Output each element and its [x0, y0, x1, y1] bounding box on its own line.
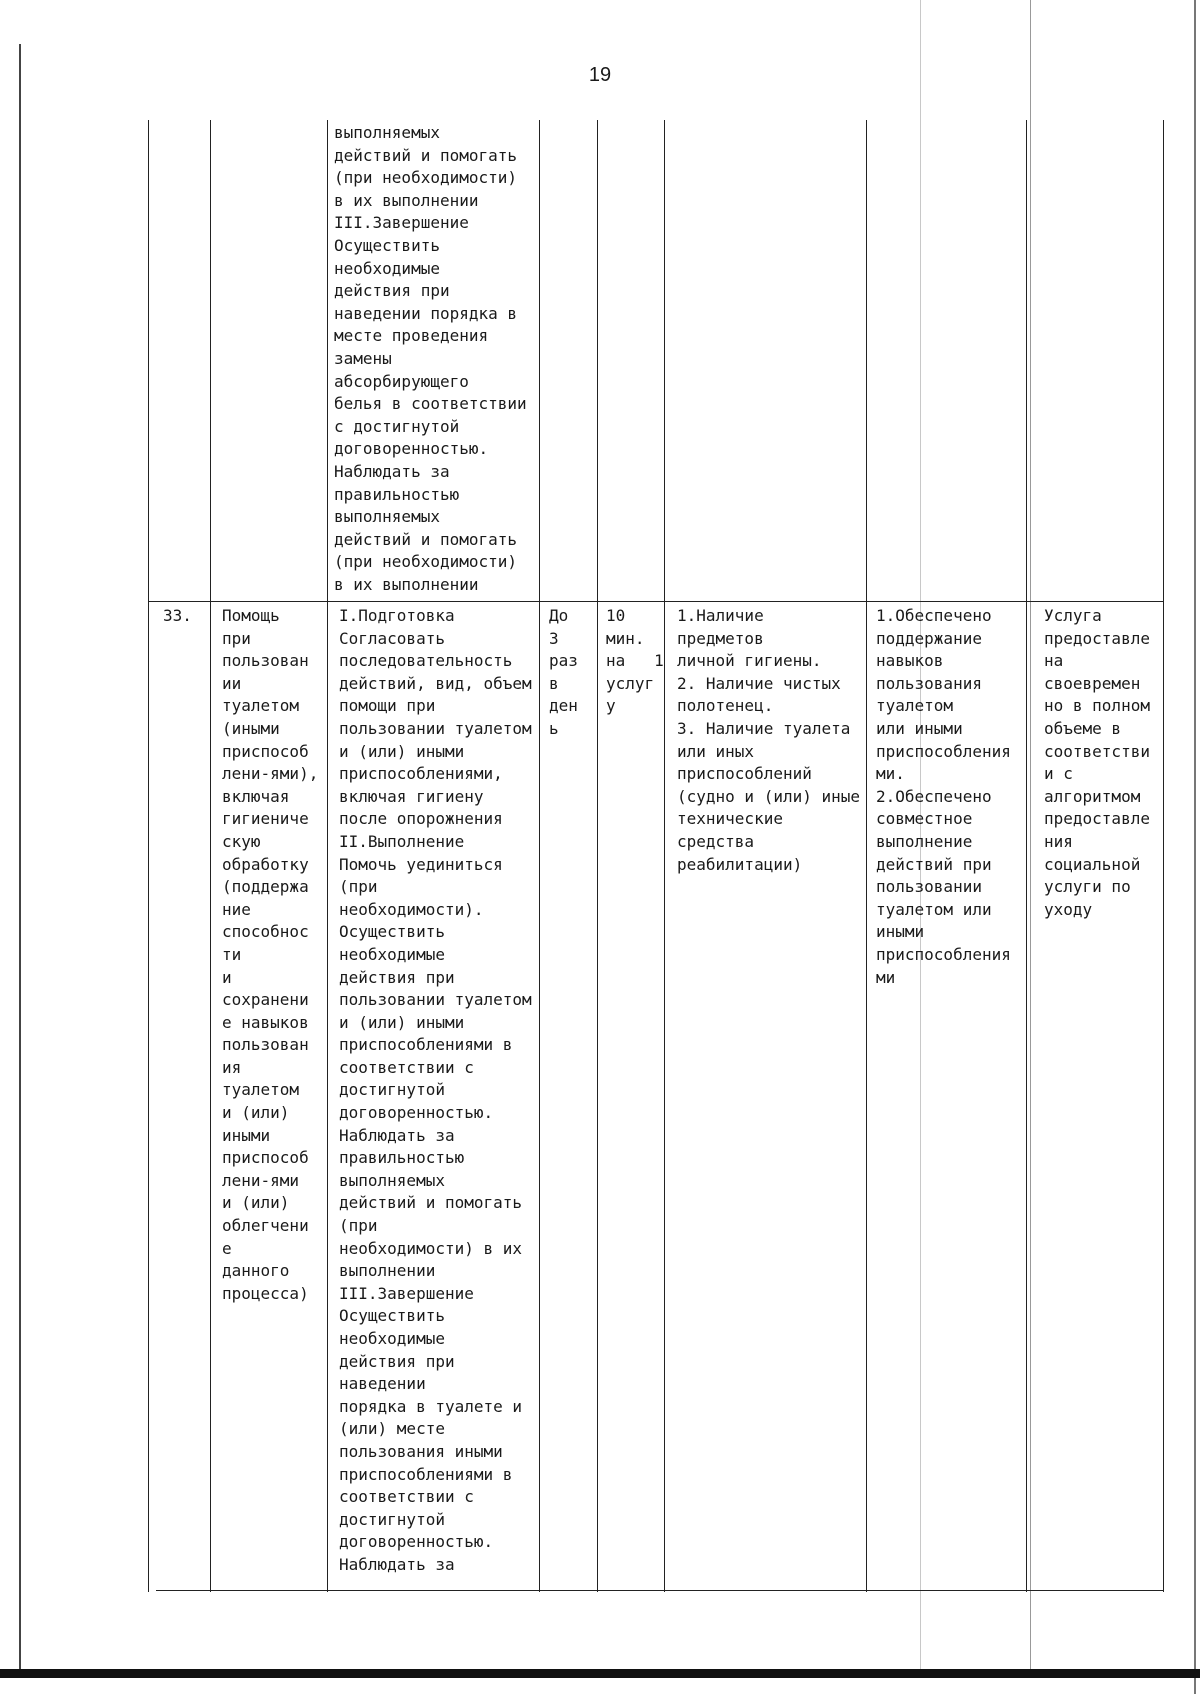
col-divider-7 [1026, 120, 1027, 1592]
col-divider-6 [866, 120, 867, 1592]
table-border-right [1163, 120, 1164, 1592]
scan-edge-left [19, 44, 21, 1674]
row-divider [148, 601, 1164, 602]
col-divider-1 [210, 120, 211, 1592]
results: 1.Обеспечено поддержание навыков пользования туалетом или иными приспособления ми. 2.Обеспечено совместное выполнение действий при пользовании туалетом или иными приспособления ми [876, 606, 1011, 987]
table-border-left [148, 120, 149, 1592]
procedure-text: I.Подготовка Согласовать последовательность действий, вид, объем помощи при пользовании туалетом и (или) иными приспособлениями, включая гигиену после опорожнения II.Выполнение Помочь уединиться (при необходимости). Осуществить необходимые действия при пользовании туалетом и (или) иными приспособлениями в соответствии с достигнутой договоренностью. Наблюдать за правильностью выполняемых действий и помогать (при необходимости) в их выполнении III.Завершение Осуществить необходимые действия при наведении порядка в туалете и (или) месте пользования иными приспособлениями в соответствии с достигнутой договоренностью. Наблюдать за [339, 606, 532, 1574]
evaluation: Услуга предоставле на своевремен но в полном объеме в соответстви и с алгоритмом предоставле ния социальной услуги по уходу [1044, 606, 1150, 919]
col-divider-4 [597, 120, 598, 1592]
col-divider-3 [539, 120, 540, 1592]
frequency: До 3 раз в ден ь [549, 606, 578, 738]
continuation-procedure-text: выполняемых действий и помогать (при необходимости) в их выполнении III.Завершение Осуществить необходимые действия при наведении порядка в месте проведения замены абсорбирующего белья в соответствии с достигнутой договоренностью. Наблюдать за правильностью выполняемых действий и помогать (при необходимости) в их выполнении [334, 123, 527, 594]
conditions: 1.Наличие предметов личной гигиены. 2. Наличие чистых полотенец. 3. Наличие туалета или иных приспособлений (судно и (или) иные технические средства реабилитации) [677, 606, 861, 874]
col-divider-2 [327, 120, 328, 1592]
scan-edge-right [1194, 0, 1196, 1694]
duration: 10 мин. на 1 услуг у [606, 606, 664, 716]
scan-bottom-border [0, 1669, 1200, 1678]
page-number: 19 [588, 64, 612, 86]
scan-fold-line-2 [1030, 0, 1031, 1670]
service-name: Помощь при пользован ии туалетом (иными приспособ лени-ями), включая гигиениче скую обработку (поддержа ние способнос ти и сохранени е навыков пользован ия туалетом и (или) иными приспособ лени-ями и (или) облегчени е данного процесса) [222, 606, 319, 1303]
col-divider-5 [664, 120, 665, 1592]
table-border-bottom [156, 1590, 1164, 1591]
row-number: 33. [163, 606, 192, 625]
